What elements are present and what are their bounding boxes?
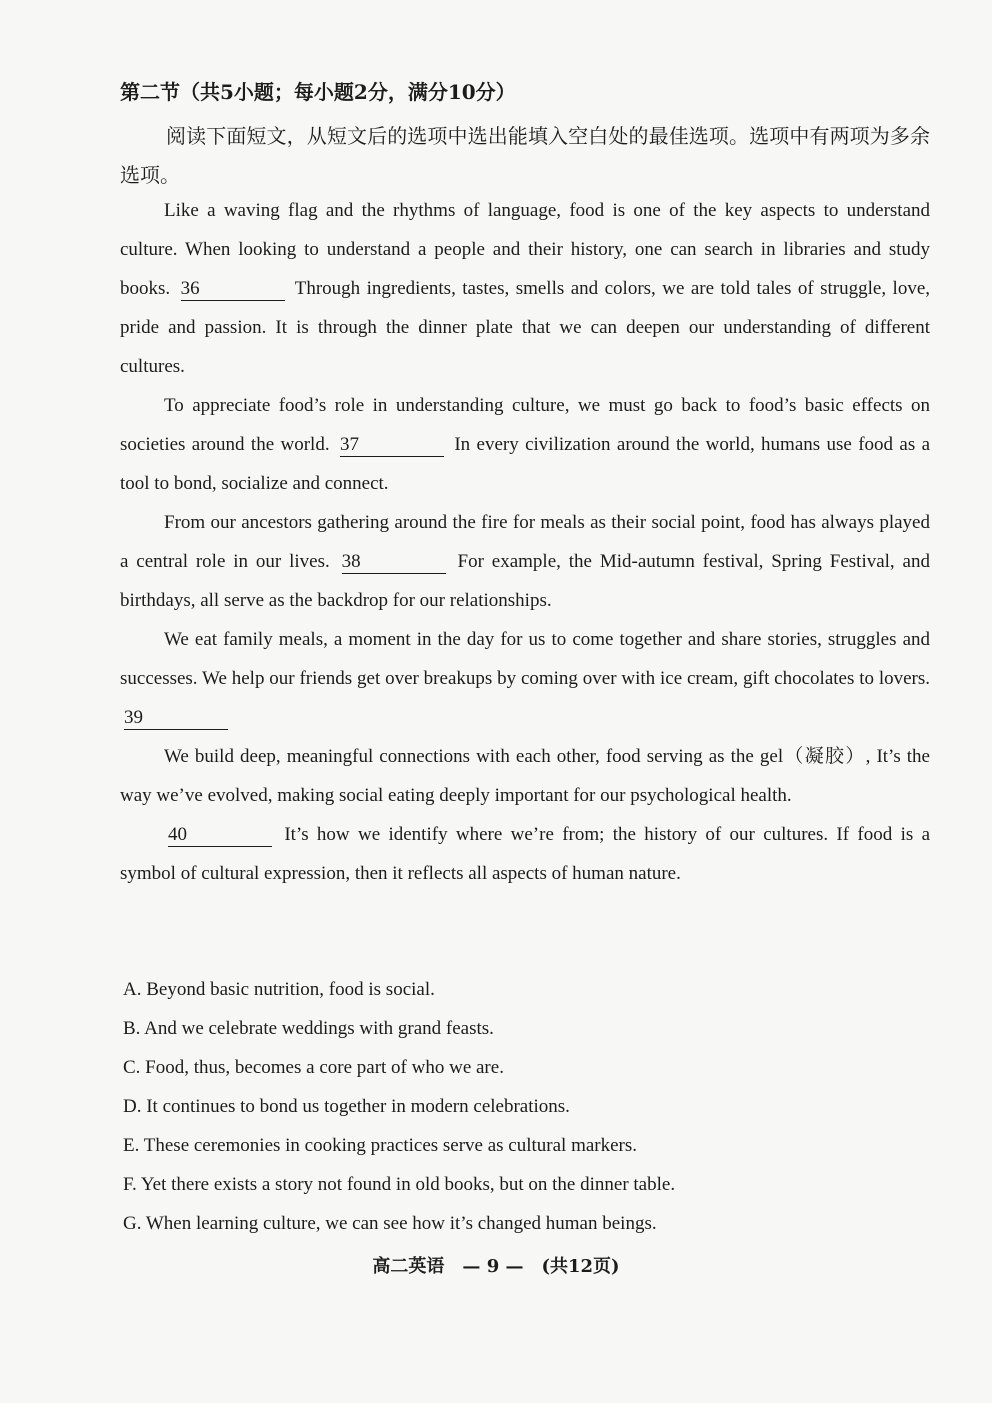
answer-options — [123, 970, 933, 1243]
paragraph — [120, 503, 930, 620]
option-b: B. And we celebrate weddings with grand feasts. — [123, 1018, 494, 1039]
option-e: E. These ceremonies in cooking practices serve as cultural markers. — [123, 1135, 638, 1156]
passage — [120, 191, 930, 893]
blank-37: 37 — [340, 434, 444, 457]
option-g: G. When learning culture, we can see how it’s changed human beings. — [123, 1213, 657, 1234]
paragraph-text: To appreciate food’s role in understanding culture, we must go back to food’s basic effects on societies around the world. — [120, 395, 930, 455]
blank-40: 40 — [168, 824, 272, 847]
paragraph-text: For example, the Mid-autumn festival, Spring Festival, and birthdays, all serve as the backdrop for our relationships. — [120, 551, 930, 611]
paragraph-text: Like a waving flag and the rhythms of language, food is one of the key aspects to understand culture. When looking to understand a people and their history, one can search in libraries and study books. — [120, 200, 930, 299]
option-c: C. Food, thus, becomes a core part of who we are. — [123, 1057, 504, 1078]
page-footer: 高二英语 — 9 — (共12页) — [372, 1256, 620, 1277]
paragraph-text: We build deep, meaningful connections with each other, food serving as the gel（凝胶）, It’s the way we’ve evolved, making social eating deeply important for our psychological health. — [120, 746, 930, 806]
paragraph — [120, 815, 930, 893]
option-d: D. It continues to bond us together in modern celebrations. — [123, 1096, 570, 1117]
blank-36: 36 — [181, 278, 285, 301]
paragraph-text: From our ancestors gathering around the fire for meals as their social point, food has always played a central role in our lives. — [120, 512, 930, 572]
paragraph-text: It’s how we identify where we’re from; the history of our cultures. If food is a symbol of cultural expression, then it reflects all aspects of human nature. — [120, 824, 930, 884]
blank-38: 38 — [342, 551, 446, 574]
paragraph — [120, 191, 930, 386]
option-f: F. Yet there exists a story not found in old books, but on the dinner table. — [123, 1174, 676, 1195]
section-title: 第二节（共5小题；每小题2分，满分10分） — [120, 80, 516, 104]
paragraph — [120, 386, 930, 503]
paragraph-text: Through ingredients, tastes, smells and colors, we are told tales of struggle, love, pride and passion. It is through the dinner plate that we can deepen our understanding of different cultures. — [120, 278, 930, 377]
paragraph — [120, 737, 930, 815]
paragraph-text: We eat family meals, a moment in the day for us to come together and share stories, struggles and successes. We help our friends get over breakups by coming over with ice cream, gift chocolates to lovers. — [120, 629, 930, 689]
blank-39: 39 — [124, 707, 228, 730]
option-a: A. Beyond basic nutrition, food is social. — [123, 979, 435, 1000]
instructions: 阅读下面短文，从短文后的选项中选出能填入空白处的最佳选项。选项中有两项为多余选项。 — [120, 124, 930, 187]
paragraph-text: In every civilization around the world, humans use food as a tool to bond, socialize and connect. — [120, 434, 931, 494]
paragraph — [120, 620, 930, 737]
